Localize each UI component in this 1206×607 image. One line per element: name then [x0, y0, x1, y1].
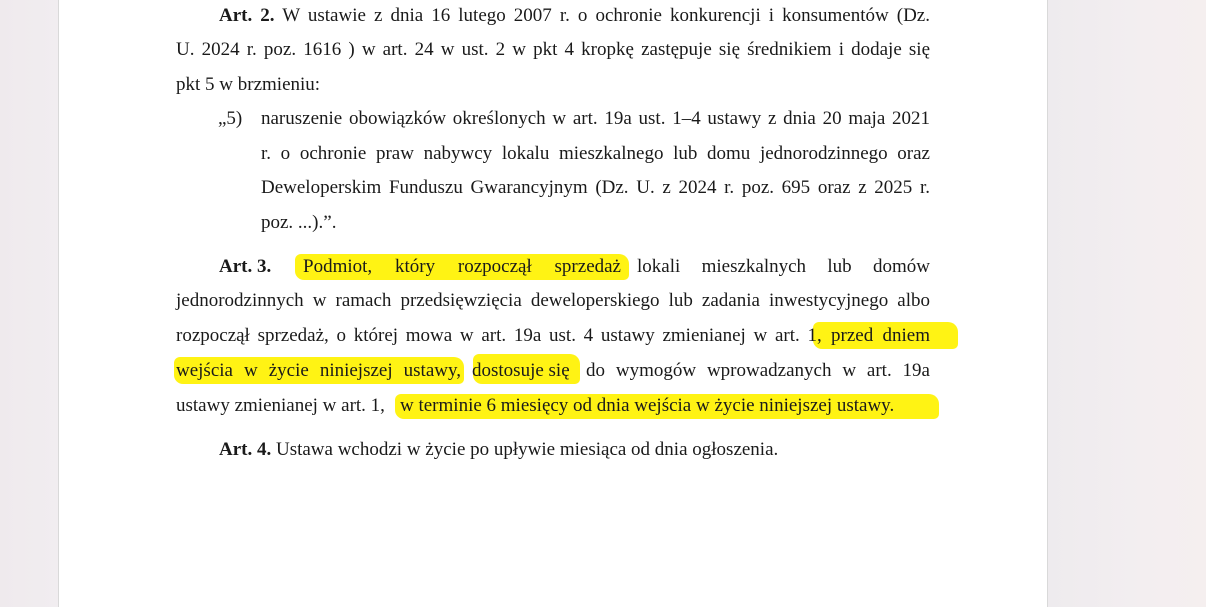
- art3-highlighted-term: w terminie 6 miesięcy od dnia wejścia w życie niniejszej ustawy.: [400, 395, 895, 416]
- art2-paragraph-line-3: pkt 5 w brzmieniu:: [176, 74, 321, 95]
- workspace-background-left: [0, 0, 58, 607]
- art4-label: Art. 4.: [219, 439, 272, 460]
- art3-highlighted-subject: Podmiot, który rozpoczął sprzedaż: [303, 256, 621, 277]
- document-page: [58, 0, 1048, 607]
- art3-line-5-start: ustawy zmienianej w art. 1,: [176, 395, 385, 416]
- art3-highlighted-before-date: , przed dniem: [817, 325, 930, 346]
- art2-item-line-2: r. o ochronie praw nabywcy lokalu mieszkalnego lub domu jednorodzinnego oraz: [261, 143, 930, 164]
- art2-item-number: „5): [218, 108, 243, 129]
- art3-label: Art. 3.: [219, 256, 272, 277]
- art2-item-line-1: naruszenie obowiązków określonych w art. 19a ust. 1–4 ustawy z dnia 20 maja 2021: [261, 108, 930, 129]
- art3-highlighted-adjust: dostosuje się: [472, 360, 570, 381]
- workspace-background-right: [1048, 0, 1206, 607]
- art2-item-line-3: Deweloperskim Funduszu Gwarancyjnym (Dz. U. z 2024 r. poz. 695 oraz z 2025 r.: [261, 177, 930, 198]
- art2-label: Art. 2.: [219, 5, 275, 26]
- art3-line-1-rest: lokali mieszkalnych lub domów: [637, 256, 930, 277]
- art4-text: Ustawa wchodzi w życie po upływie miesiąca od dnia ogłoszenia.: [275, 439, 779, 460]
- art3-line-2: jednorodzinnych w ramach przedsięwzięcia deweloperskiego lub zadania inwestycyjnego albo: [176, 290, 930, 311]
- art2-paragraph-line-2: U. 2024 r. poz. 1616 ) w art. 24 w ust. 2 w pkt 4 kropkę zastępuje się średnikiem i dodaje się: [176, 39, 930, 60]
- art3-line-3-start: rozpoczął sprzedaż, o której mowa w art. 19a ust. 4 ustawy zmienianej w art. 1: [176, 325, 817, 346]
- art2-item-line-4: poz. ...).”.: [261, 212, 337, 233]
- art2-paragraph-line-1: [219, 5, 930, 27]
- art4-paragraph: [219, 439, 778, 461]
- art3-line-4-rest: do wymogów wprowadzanych w art. 19a: [586, 360, 930, 381]
- art3-highlighted-entry-into-force: wejścia w życie niniejszej ustawy,: [176, 360, 461, 381]
- art2-text-line-1: W ustawie z dnia 16 lutego 2007 r. o ochronie konkurencji i konsumentów (Dz.: [282, 5, 930, 26]
